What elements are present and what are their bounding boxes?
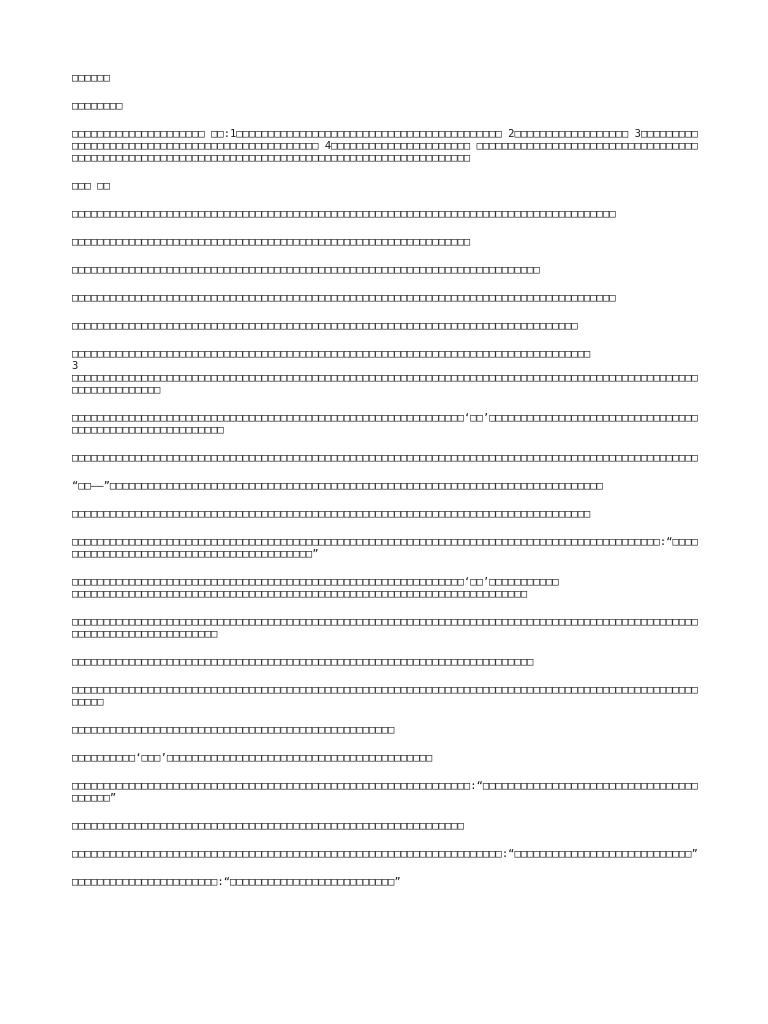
paragraph: □□□□□□□□□□□□□□□□□□□□□□□□□□□□□□□□□□□□□□□□□□□□□□□□□□□□□□□□□□□□□□□□□□□□□□□□□□□□□□□□□□□□□□□□□□□□□□□□□□□□□□□□□□□□□□□□□□□□□□□□□□ [72, 616, 698, 640]
paragraph: □□□□□□□□□□□□□□□□□□□□□□□□□□□□□□□□□□□□□□□□□□□□□□□□□□□□□□□□□□□□□□□:“□□□□□□□□□□□□□□□□□□□□□□□□□□□□□□□□□□□□□□□□” [72, 780, 698, 804]
paragraph: □□□□□□□□□□□□□□□□□□□□□□□□□□□□□□□□□□□□□□□□□□□□□□□□□□□□□□□□□□□□□□□□□□□□□□□□□□ [72, 264, 540, 276]
paragraph: □□□□□□□□□□□□□□□□□□□□□□□□□□□□□□□□□□□□□□□□□□□□□□□□□□□ [72, 724, 395, 736]
paragraph: □□□□□□□□□□□□□□□□□□□□□□□□□□□□□□□□□□□□□□□□□□□□□□□□□□□□□□□□□□□□□□□□□□□□□□□□□□□□□□□□□□□□□□ [72, 292, 616, 304]
section-heading: □□□ □□ [72, 180, 110, 192]
paragraph: □□□□□□□□□□□□□□□□□□□□□□□□□□□□□□□□□□□□□□□□□□□□□□□□□□□□□□□□□□□□□□□□□□□□□□□□□□□□□□□□□□□□□□□□□□□□□□□□□□□□□□□□ [72, 684, 698, 708]
paragraph: □□□□□□□□□□□□□□□□□□□□□□□□□□□□□□□□□□□□□□□□□□□□□□□□□□□□□□□□□□□□□□□ [72, 236, 471, 248]
heading-line: □□□□□□ [72, 72, 110, 84]
paragraph: □□□□□□□□□□□□□□□□□□□□□□□□□□□□□□□□□□□□□□□□□□□□□□□□□□□□□□□□□□□□□□□□□□□□□□□□□□□□□□□□□□ 3 □□□□□□□□□□□□□□□□□□□□□□□□□□□□□□□□□□□□□□□□□□□□□□□□□□□□□□□□□□□□□□□□□□□□□□□□□□□□□□□□□□□□□□□□□□□□□□□□□□□□□□□□□□□□□□□□□ [72, 348, 698, 396]
subheading-line: □□□□□□□□ [72, 100, 123, 112]
document-page [72, 72, 700, 904]
paragraph: □□□□□□□□□□□□□□□□□□□□□□□□□□□□□□□□□□□□□□□□□□□□□□□□□□□□□□□□□□□□□□□□□□□□□□□□□□□□□□□□□□□□□□□□□□□□□□□□□□□ [72, 452, 698, 464]
paragraph: □□□□□□□□□□□□□□□□□□□□□ □□:1□□□□□□□□□□□□□□□□□□□□□□□□□□□□□□□□□□□□□□□□□□ 2□□□□□□□□□□□□□□□□□□ 3□□□□□□□□□□□□□□□□□□□□□□□□□□□□□□□□□□□□□□□□□□□□□□□□ 4□□□□□□□□□□□□□□□□□□□□□□ □□□□□□□□□□□□□□□□□□□□□□□□□□□□□□□□□□□□□□□□□□□□□□□□□□□□□□□□□□□□□□□□□□□□□□□□□□□□□□□□□□□□□□□□□□□□□□□□□□ [72, 128, 698, 164]
paragraph: □□□□□□□□□□□□□□□□□□□□□□□□□□□□□□□□□□□□□□□□□□□□□□□□□□□□□□□□□□□□□□□□□□□□□□□□□□□□□□□□ [72, 320, 578, 332]
paragraph: □□□□□□□□□□□□□□□□□□□□□□□□□□□□□□□□□□□□□□□□□□□□□□□□□□□□□□□□□□□□□□‘□□’□□□□□□□□□□□ □□□□□□□□□□□□□□□□□□□□□□□□□□□□□□□□□□□□□□□□□□□□□□□□□□□□□□□□□□□□□□□□□□□□□□□□ [72, 576, 559, 600]
paragraph: □□□□□□□□□□□□□□□□□□□□□□□□□□□□□□□□□□□□□□□□□□□□□□□□□□□□□□□□□□□□□□‘□□’□□□□□□□□□□□□□□□□□□□□□□□□□□□□□□□□□□□□□□□□□□□□□□□□□□□□□□□□□ [72, 412, 698, 436]
paragraph: □□□□□□□□□□□□□□□□□□□□□□□□□□□□□□□□□□□□□□□□□□□□□□□□□□□□□□□□□□□□□□□□□□□□:“□□□□□□□□□□□□□□□□□□□□□□□□□□□□” [72, 848, 698, 860]
paragraph: □□□□□□□□□□□□□□□□□□□□□□□□□□□□□□□□□□□□□□□□□□□□□□□□□□□□□□□□□□□□□□□□□□□□□□□□□ [72, 656, 534, 668]
paragraph: □□□□□□□□□□‘□□□’□□□□□□□□□□□□□□□□□□□□□□□□□□□□□□□□□□□□□□□□□□ [72, 752, 433, 764]
paragraph: □□□□□□□□□□□□□□□□□□□□□□□□□□□□□□□□□□□□□□□□□□□□□□□□□□□□□□□□□□□□□□□□□□□□□□□□□□□□□□□□□□□□□□□□□□□□□:“□□□□□□□□□□□□□□□□□□□□□□□□□□□□□□□□□□□□□□□□□□” [72, 536, 698, 560]
paragraph: “□□——”□□□□□□□□□□□□□□□□□□□□□□□□□□□□□□□□□□□□□□□□□□□□□□□□□□□□□□□□□□□□□□□□□□□□□□□□□□□□□□ [72, 480, 604, 492]
paragraph: □□□□□□□□□□□□□□□□□□□□□□□□□□□□□□□□□□□□□□□□□□□□□□□□□□□□□□□□□□□□□□□□□□□□□□□□□□□□□□□□□□ [72, 508, 591, 520]
paragraph: □□□□□□□□□□□□□□□□□□□□□□□□□□□□□□□□□□□□□□□□□□□□□□□□□□□□□□□□□□□□□□ [72, 820, 464, 832]
paragraph: □□□□□□□□□□□□□□□□□□□□□□□□□□□□□□□□□□□□□□□□□□□□□□□□□□□□□□□□□□□□□□□□□□□□□□□□□□□□□□□□□□□□□□ [72, 208, 616, 220]
paragraph: □□□□□□□□□□□□□□□□□□□□□□□:“□□□□□□□□□□□□□□□□□□□□□□□□□□” [72, 876, 401, 888]
